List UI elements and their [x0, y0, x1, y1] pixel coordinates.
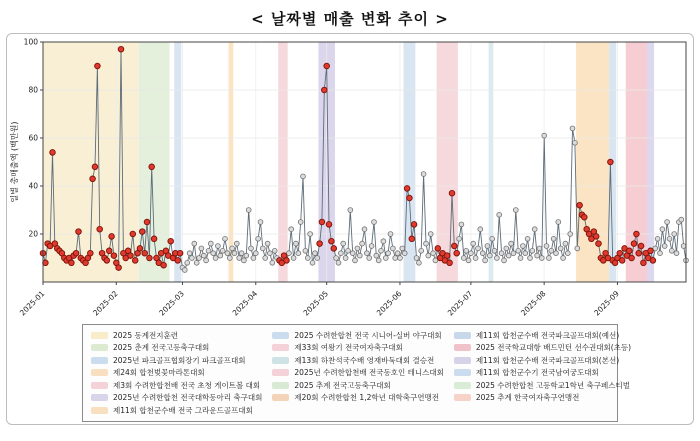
legend-item: [454, 355, 620, 366]
legend-label: 제33회 여왕기 전국여자축구대회: [294, 343, 403, 352]
legend-label: 제11회 합천군수배 전국파크골프대회(본선): [475, 355, 620, 365]
legend-item: [91, 380, 262, 391]
legend-label: 2025 추계 한국여자축구연맹전: [475, 393, 580, 402]
legend-item: [91, 405, 262, 416]
legend-color-swatch: [454, 394, 471, 401]
legend-item: [272, 393, 443, 404]
svg-text:20: 20: [28, 229, 38, 239]
legend-label: 제11회 합천군수배 전국파크골프대회(예선): [475, 330, 620, 340]
legend-label: 2025 동계전지훈련: [113, 330, 178, 340]
x-axis-tick-label: 2025-08: [519, 289, 548, 318]
event-band: [139, 42, 170, 282]
event-band: [278, 42, 287, 282]
legend-color-swatch: [91, 407, 108, 414]
legend-item: [454, 343, 632, 354]
legend-label: 2025 수려한합천 전국 시니어-실버 야구대회: [294, 330, 442, 340]
legend-item: [272, 368, 443, 379]
event-legend: [82, 324, 632, 422]
legend-item: [272, 343, 443, 354]
legend-color-swatch: [91, 357, 108, 364]
legend-label: 2025 전국학교대항 배드민턴 선수권대회(초등): [475, 343, 632, 352]
legend-color-swatch: [91, 394, 108, 401]
daily-sales-line-chart: [7, 34, 692, 322]
legend-label: 2025년 수려한합천 전국대학동아리 축구대회: [113, 393, 263, 402]
legend-label: 2025년 파크골프협회장기 파크골프대회: [113, 355, 246, 365]
figure-frame: [6, 33, 694, 425]
legend-color-swatch: [91, 344, 108, 351]
legend-column: [272, 330, 443, 416]
legend-color-swatch: [272, 382, 289, 389]
legend-item: [454, 380, 630, 391]
legend-label: 제20회 수려한합천 1,2학년 대학축구연맹전: [294, 393, 439, 402]
legend-color-swatch: [272, 369, 289, 376]
legend-color-swatch: [272, 332, 289, 339]
svg-text:40: 40: [28, 181, 38, 191]
legend-label: 2025 추계 전국고등축구대회: [294, 380, 391, 390]
legend-item: [91, 343, 262, 354]
legend-item: [91, 330, 262, 341]
x-axis-tick-label: 2025-02: [91, 289, 120, 318]
legend-color-swatch: [272, 344, 289, 351]
svg-text:60: 60: [28, 133, 38, 143]
legend-item: [272, 355, 443, 366]
event-band: [576, 42, 609, 282]
legend-color-swatch: [454, 332, 471, 339]
y-axis-label: 일별 총매출액 (백만원): [10, 121, 19, 203]
legend-color-swatch: [454, 344, 471, 351]
page-title: < 날짜별 매출 변화 추이 >: [251, 10, 449, 28]
legend-column: [454, 330, 632, 416]
legend-item: [454, 393, 612, 404]
legend-item: [91, 368, 262, 379]
legend-color-swatch: [454, 382, 471, 389]
legend-color-swatch: [454, 357, 471, 364]
legend-item: [91, 393, 262, 404]
legend-label: 2025년 수려한합천배 전국동호인 테니스대회: [294, 368, 444, 377]
legend-item: [454, 330, 620, 341]
legend-label: 제24회 합천벚꽃마라톤대회: [113, 368, 205, 377]
legend-label: 제13회 하찬석국수배 영재바둑대회 결승전: [294, 355, 435, 365]
x-axis-tick-label: 2025-07: [445, 289, 475, 318]
x-axis-tick-label: 2025-05: [301, 289, 331, 318]
event-band: [647, 42, 654, 282]
x-axis-tick-label: 2025-01: [17, 289, 47, 318]
legend-label: 제11회 합천군수기 전국남여궁도대회: [475, 368, 599, 377]
svg-text:100: 100: [23, 37, 38, 47]
legend-color-swatch: [91, 332, 108, 339]
legend-item: [272, 330, 443, 341]
x-axis-tick-label: 2025-06: [374, 289, 404, 318]
legend-item: [91, 355, 262, 366]
legend-color-swatch: [91, 369, 108, 376]
x-axis-tick-label: 2025-09: [592, 289, 621, 318]
legend-label: 2025 수려한합천 고등학교1학년 축구페스티벌: [475, 380, 630, 390]
legend-label: 제3회 수려한합천배 전국 초청 게이트볼 대회: [113, 380, 261, 390]
legend-color-swatch: [272, 357, 289, 364]
legend-label: 제11회 합천군수배 전국 그라운드골프대회: [113, 405, 253, 415]
legend-color-swatch: [272, 394, 289, 401]
legend-item: [454, 368, 612, 379]
legend-column: [91, 330, 262, 416]
svg-text:80: 80: [28, 85, 38, 95]
legend-label: 2025 춘계 전국고등축구대회: [113, 343, 210, 352]
x-axis-tick-label: 2025-04: [230, 289, 260, 318]
x-axis-tick-label: 2025-03: [157, 289, 186, 318]
legend-color-swatch: [91, 382, 108, 389]
event-band: [174, 42, 181, 282]
legend-color-swatch: [454, 369, 471, 376]
legend-item: [272, 380, 443, 391]
